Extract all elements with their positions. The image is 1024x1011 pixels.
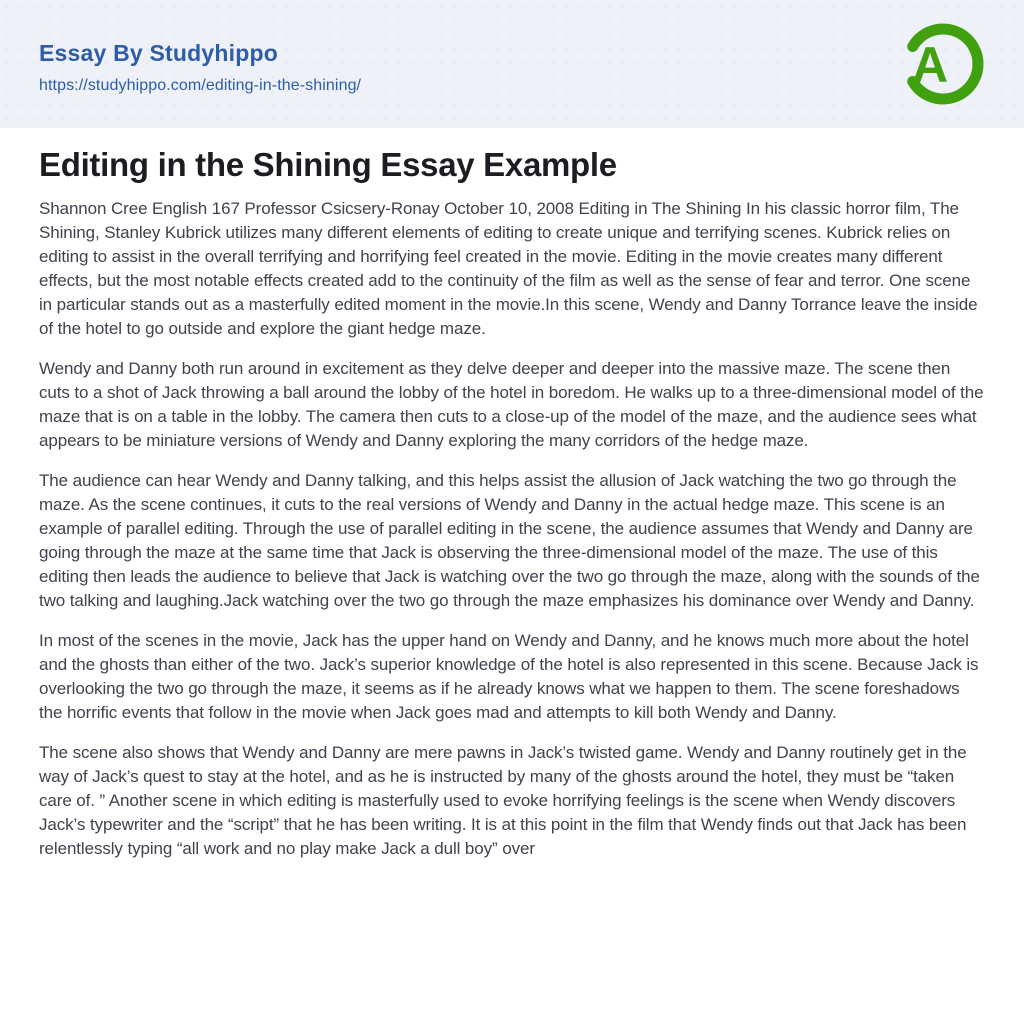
logo-letter: A: [911, 37, 949, 93]
site-title: Essay By Studyhippo: [39, 39, 278, 66]
source-url-link[interactable]: https://studyhippo.com/editing-in-the-shining/: [39, 76, 362, 94]
studyhippo-logo: [901, 22, 985, 106]
essay-content: [0, 128, 1024, 861]
page-header: [0, 0, 1024, 128]
essay-paragraph: The scene also shows that Wendy and Danny are mere pawns in Jack’s twisted game. Wendy and Danny routinely get in the way of Jack’s quest to stay at the hotel, and as he is instructed by many of the ghosts around the hotel, they must be “taken care of. ” Another scene in which editing is masterfully used to evoke horrifying feelings is the scene when Wendy discovers Jack’s typewriter and the “script” that he has been writing. It is at this point in the film that Wendy finds out that Jack has been relentlessly typing “all work and no play make Jack a dull boy” over: [39, 743, 967, 858]
essay-paragraph: Wendy and Danny both run around in excitement as they delve deeper and deeper into the massive maze. The scene then cuts to a shot of Jack throwing a ball around the lobby of the hotel in boredom. He walks up to a three-dimensional model of the maze that is on a table in the lobby. The camera then cuts to a close-up of the model of the maze, and the audience sees what appears to be miniature versions of Wendy and Danny exploring the many corridors of the hedge maze.: [39, 359, 984, 450]
essay-paragraph: The audience can hear Wendy and Danny talking, and this helps assist the allusion of Jack watching the two go through the maze. As the scene continues, it cuts to the real versions of Wendy and Danny in the actual hedge maze. This scene is an example of parallel editing. Through the use of parallel editing in the scene, the audience assumes that Wendy and Danny are going through the maze at the same time that Jack is observing the three-dimensional model of the maze. The use of this editing then leads the audience to believe that Jack is watching over the two go through the maze, along with the sounds of the two talking and laughing.Jack watching over the two go through the maze emphasizes his dominance over Wendy and Danny.: [39, 471, 980, 610]
page-title: Editing in the Shining Essay Example: [39, 146, 617, 183]
essay-body: [39, 197, 985, 861]
site-info: [39, 34, 361, 95]
essay-paragraph: In most of the scenes in the movie, Jack has the upper hand on Wendy and Danny, and he knows much more about the hotel and the ghosts than either of the two. Jack’s superior knowledge of the hotel is also represented in this scene. Because Jack is overlooking the two go through the maze, it seems as if he already knows what we happen to them. The scene foreshadows the horrific events that follow in the movie when Jack goes mad and attempts to kill both Wendy and Danny.: [39, 631, 979, 722]
essay-paragraph: Shannon Cree English 167 Professor Csicsery-Ronay October 10, 2008 Editing in The Shining In his classic horror film, The Shining, Stanley Kubrick utilizes many different elements of editing to create unique and terrifying scenes. Kubrick relies on editing to assist in the overall terrifying and horrifying feel created in the movie. Editing in the movie creates many different effects, but the most notable effects created add to the continuity of the film as well as the sense of fear and terror. One scene in particular stands out as a masterfully edited moment in the movie.In this scene, Wendy and Danny Torrance leave the inside of the hotel to go outside and explore the giant hedge maze.: [39, 199, 978, 338]
